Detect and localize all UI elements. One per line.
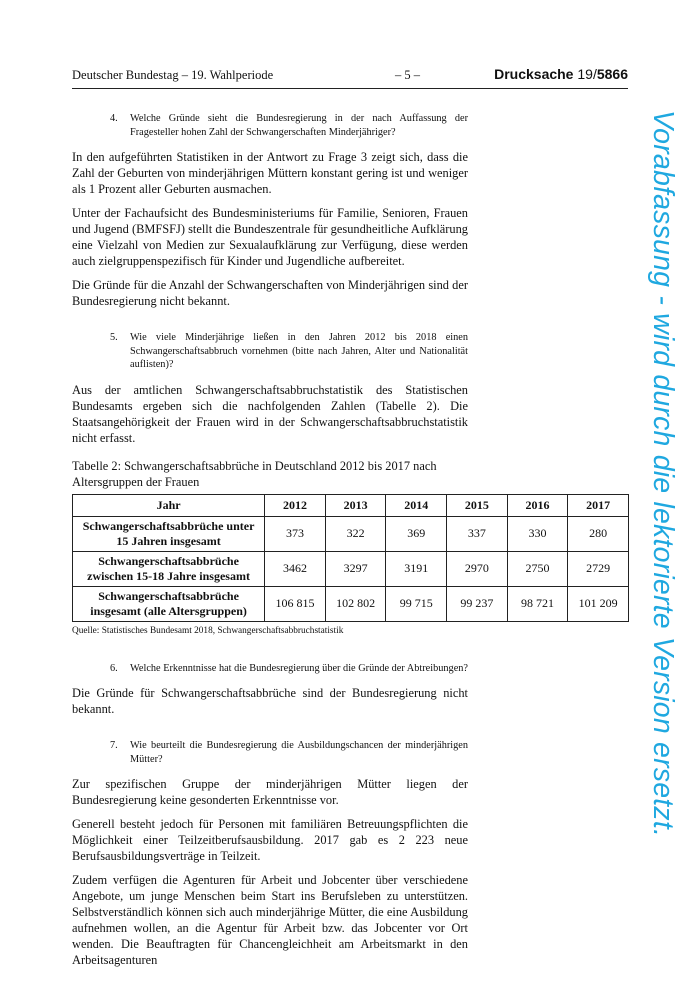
page-number: – 5 – [395,68,420,82]
question-7 [72,739,468,766]
column-header: Jahr [73,494,265,516]
question-number: 5. [110,332,118,343]
answer-paragraph: Zur spezifischen Gruppe der minderjährigen Mütter liegen der Bundesregierung keine gesonderten Erkenntnisse vor. [72,777,468,807]
column-header: 2017 [568,494,629,516]
question-number: 6. [110,662,118,674]
table-cell: 330 [507,516,568,551]
table-cell: 106 815 [265,586,326,621]
question-text: Welche Erkenntnisse hat die Bundesregierung über die Gründe der Abtreibungen? [130,662,468,674]
table-source-note: Quelle: Statistisches Bundesamt 2018, Schwangerschaftsabbruchstatistik [72,625,344,636]
table-row [73,586,629,621]
table-row [73,551,629,586]
answer-paragraph: Generell besteht jedoch für Personen mit familiären Betreuungspflichten die Möglichkeit einer Teilzeitberufsausbildung. 2017 gab es 2 223 neue Berufsausbildungsverträge in Teilzeit. [72,817,468,863]
row-label: Schwangerschaftsabbrüche unter 15 Jahren insgesamt [73,516,265,551]
question-4 [72,112,468,139]
table-cell: 280 [568,516,629,551]
column-header: 2015 [447,494,508,516]
row-label: Schwangerschaftsabbrüche zwischen 15-18 Jahre insgesamt [73,551,265,586]
answer-paragraph: In den aufgeführten Statistiken in der Antwort zu Frage 3 zeigt sich, dass die Zahl der Geburten von minderjährigen Müttern konstant gering ist und weniger als 1 Prozent aller Geburten ausmachen. [72,150,468,196]
answer-paragraph: Zudem verfügen die Agenturen für Arbeit und Jobcenter über verschiedene Angebote, um junge Menschen beim Start ins Berufsleben zu unterstützen. Selbstverständlich können sich auch minderjährige Mütter, die eine Ausbildung aufnehmen wollen, an die Agentur für Arbeit bzw. das Jobcenter vor Ort wenden. Die Beauftragten für Chancengleichheit am Arbeitsmarkt in den Arbeitsagenturen [72,873,468,967]
question-text: Welche Gründe sieht die Bundesregierung in der nach Auffassung der Fragesteller hohen Zahl der Schwangerschaften Minderjähriger? [130,113,468,138]
drucksache-prefix: 19/ [577,66,597,82]
drucksache-id: 5866 [596,66,628,82]
table-cell: 99 715 [386,586,447,621]
answer-paragraph: Die Gründe für die Anzahl der Schwangerschaften von Minderjährigen sind der Bundesregierung nicht bekannt. [72,278,468,308]
row-label: Schwangerschaftsabbrüche insgesamt (alle Altersgruppen) [73,586,265,621]
table-cell: 2729 [568,551,629,586]
column-header: 2012 [265,494,326,516]
question-number: 7. [110,740,118,751]
table-header-row [73,494,629,516]
table-cell: 102 802 [325,586,386,621]
abortion-statistics-table [72,494,629,622]
main-content [72,112,618,976]
table-cell: 373 [265,516,326,551]
table-cell: 2750 [507,551,568,586]
table-cell: 3462 [265,551,326,586]
question-6 [72,662,468,676]
table-cell: 3191 [386,551,447,586]
question-5 [72,331,468,372]
answer-paragraph: Unter der Fachaufsicht des Bundesministeriums für Familie, Senioren, Frauen und Jugend (BMFSFJ) stellt die Bundeszentrale für gesundheitliche Aufklärung eine Vielzahl von Medien zur Sexualaufklärung zur Verfügung, diese werden auch zielgruppenspezifisch für Kinder und Jugendliche aufbereitet. [72,206,468,268]
column-header: 2016 [507,494,568,516]
question-number: 4. [110,113,118,124]
question-text: Wie beurteilt die Bundesregierung die Ausbildungschancen der minderjährigen Mütter? [130,740,468,765]
table-caption: Tabelle 2: Schwangerschaftsabbrüche in Deutschland 2012 bis 2017 nach Altersgruppen der Frauen [72,458,437,489]
column-header: 2013 [325,494,386,516]
table-cell: 101 209 [568,586,629,621]
table-row [73,516,629,551]
question-text: Wie viele Minderjährige ließen in den Jahren 2012 bis 2018 einen Schwangerschaftsabbruch vornehmen (bitte nach Jahren, Alter und Nationalität auflisten)? [130,332,468,370]
header-left: Deutscher Bundestag – 19. Wahlperiode [72,68,274,82]
draft-watermark [631,110,685,894]
table-cell: 369 [386,516,447,551]
watermark-text: Vorabfassung - wird durch die lektorierte Version ersetzt. [647,110,679,838]
table-cell: 322 [325,516,386,551]
table-cell: 98 721 [507,586,568,621]
table-cell: 3297 [325,551,386,586]
drucksache-label: Drucksache [494,66,574,82]
drucksache-number [494,66,628,82]
column-header: 2014 [386,494,447,516]
page-header [72,66,628,89]
table-cell: 2970 [447,551,508,586]
table-cell: 337 [447,516,508,551]
answer-paragraph: Aus der amtlichen Schwangerschaftsabbruchstatistik des Statistischen Bundesamts ergeben sich die nachfolgenden Zahlen (Tabelle 2). Die Staatsangehörigkeit der Frauen wird in der Schwangerschaftsabbruchstatistik nicht erfasst. [72,382,468,445]
answer-paragraph: Die Gründe für Schwangerschaftsabbrüche sind der Bundesregierung nicht bekannt. [72,686,468,716]
table-cell: 99 237 [447,586,508,621]
